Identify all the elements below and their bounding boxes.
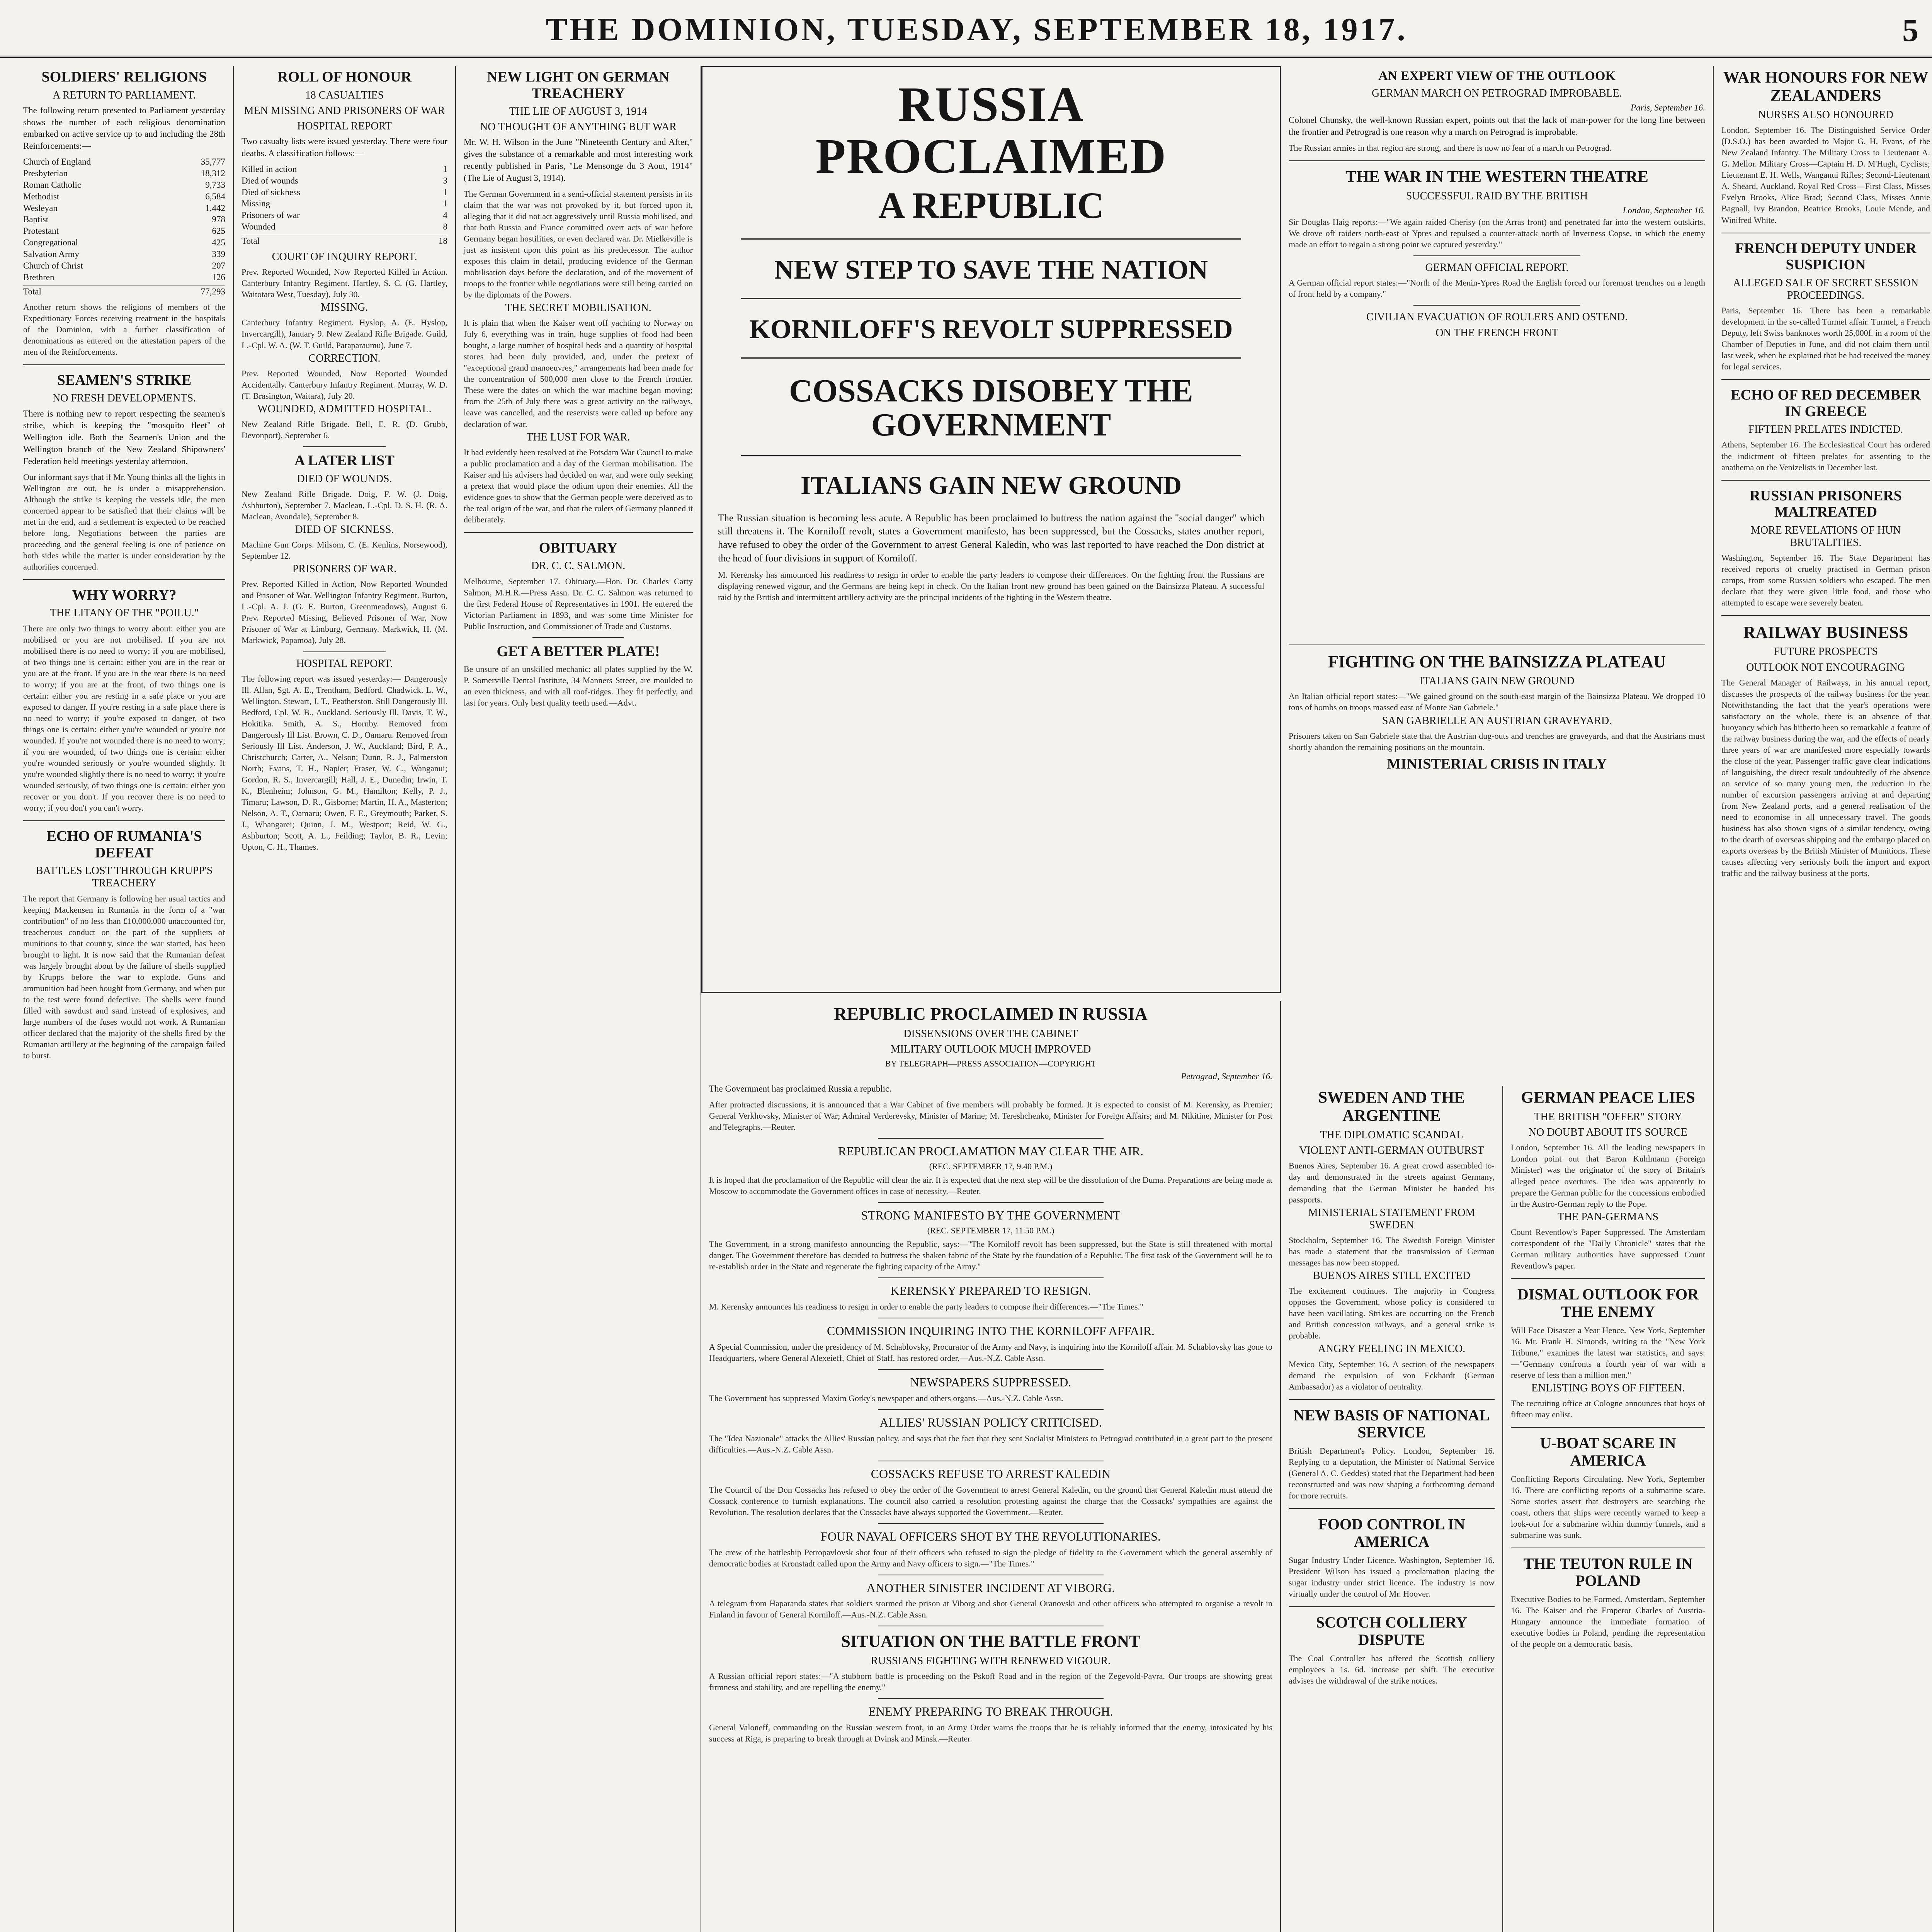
filler-text: Prev. Reported Wounded, Now Reported Wounded Accidentally. Canterbury Infantry Regiment. Murray, W. D. (T. Brasington, Waitara), July 20. [242,368,450,401]
filler-text: New Zealand Rifle Brigade. Doig, F. W. (J. Doig, Ashburton), September 7. Maclean, L.-Cpl. D. S. H. (R. A. Maclean, Avondale), September 8. [242,489,450,521]
subhead-return-parliament: A RETURN TO PARLIAMENT. [53,89,196,101]
column-6-lower [1281,1086,1503,1932]
casualty-summary-table [242,163,447,247]
filler-text: There are only two things to worry about: either you are mobilised or you are not mobilised. If you are not mobilised there is no need to worry; if you are mobilised, of two things one is certain: either you are in the rear or you are at the front. If you are in the rear there is no need to worry; if you are at the front, of two things one is certain: either you are resting in a safe place or you are exposed to danger. If you're resting in a safe place there is no need to worry; if you're exposed to danger, of two things one is certain: either you're wounded or you're not wounded. If you're not wounded there is no need to worry; if you are wounded, of two things one is certain: either you're wounded seriously or you're wounded slightly. If you're wounded slightly there is no need to worry; if you're wounded seriously, of two things one is certain: either you recover or you don't. If you recover there is no need to worry; if you don't you can't worry. [23,623,228,813]
filler-text: Prev. Reported Wounded, Now Reported Killed in Action. Canterbury Infantry Regiment. Hartley, S. C. (G. Hartley, Waitotara West, Tuesday), July 30. [242,267,450,299]
headline-russia-proclaimed: RUSSIA PROCLAIMED [815,77,1167,184]
column-rule [1289,160,1705,161]
dateline: London, September 16. [1622,206,1705,216]
religion-row: Salvation Army 339 [23,249,225,259]
religion-total-row: Total 77,293 [23,286,225,298]
subhead-wounded-admitted: WOUNDED, ADMITTED HOSPITAL. [257,403,432,415]
religion-row: Roman Catholic 9,733 [23,180,225,190]
headline-dismal-outlook: DISMAL OUTLOOK FOR THE ENEMY [1517,1285,1699,1320]
headline-national-service: NEW BASIS OF NATIONAL SERVICE [1293,1406,1490,1441]
column-rule [878,1202,1103,1203]
subhead-died-wounds: DIED OF WOUNDS. [297,473,392,485]
filler-text: Our informant says that if Mr. Young thinks all the lights in Wellington are out, he is under a misapprehension. Although the strike is keeping the vessels idle, the men concerned appear to be satisfied that their claims will be met in the end, and a settlement is expected to be reached before long. Negotiations between the parties are proceeding and the general feeling is one of patience on both sides while the matter is under consideration by the authorities concerned. [23,472,228,571]
filler-text: An Italian official report states:—"We gained ground on the south-east margin of the Bainsizza Plateau. We dropped 10 tons of bombs on troops massed east of Monte San Gabriele." [1289,691,1708,713]
filler-text: Will Face Disaster a Year Hence. New York, September 16. Mr. Frank H. Simonds, writing to the "New York Tribune," examines the latest war statistics, and says:—"Germany confronts a fourth year of war with a reserve of less than a million men." [1511,1325,1708,1380]
column-rule [878,1698,1103,1699]
headline-war-honours: WAR HONOURS FOR NEW ZEALANDERS [1723,69,1929,105]
casualty-row: Died of wounds 3 [242,175,447,185]
headline-rumania: ECHO OF RUMANIA'S DEFEAT [46,828,202,861]
subhead-march-petrograd: GERMAN MARCH ON PETROGRAD IMPROBABLE. [1372,87,1622,100]
religion-row: Wesleyan 1,442 [23,203,225,213]
filler-text: Athens, September 16. The Ecclesiastical Court has ordered the indictment of fifteen prelates for assenting to the anathema on the Venizelists in December last. [1721,440,1932,472]
headline-proclamation-clear-air: REPUBLICAN PROCLAMATION MAY CLEAR THE AIR. [838,1144,1143,1158]
filler-text: Stockholm, September 16. The Swedish Foreign Minister has made a statement that the transmission of German messages has now been stopped. [1289,1235,1497,1267]
subhead-dr-salmon: DR. C. C. SALMON. [531,560,626,572]
headline-kerensky-resign: KERENSKY PREPARED TO RESIGN. [890,1284,1091,1298]
column-rule [878,1138,1103,1139]
bainsizza-section [1281,638,1714,1086]
filler-text: Prev. Reported Killed in Action, Now Reported Wounded and Prisoner of War. Wellington Infantry Regiment. Burton, L.-Cpl. A. J. (G. E. Burton, Greenmeadows), August 6. Prev. Reported Missing, Believed Prisoner of War, Now Prisoner of War at Limburg, Germany. Markwick, H. (M. Markwick, Papamoa), July 28. [242,579,450,645]
filler-text: Sir Douglas Haig reports:—"We again raided Cherisy (on the Arras front) and penetrated far into the western outskirts. We drove off raiders north-east of Ypres and repulsed a counter-attack north of Inverness Copse, in which the enemy made an effort to regain a strong point we captured yesterday." [1289,217,1708,250]
subhead-italians-gain: ITALIANS GAIN NEW GROUND [1419,675,1575,687]
subhead-hospital-report-2: HOSPITAL REPORT. [296,657,393,670]
subhead-french-front: ON THE FRENCH FRONT [1435,327,1558,339]
column-rule [1413,305,1580,306]
headline-a-republic: A REPUBLIC [878,184,1104,226]
filler-text: Washington, September 16. The State Department has received reports of cruelty practised in German prison camps, from some Russian soldiers who escaped. The men declare that they were given little food, and those who attempted to escape were severely beaten. [1721,553,1932,608]
subhead-litany-poilu: THE LITANY OF THE "POILU." [49,607,199,619]
filler-text: A Special Commission, under the presidency of M. Schablovsky, Procurator of the Army and Navy, is inquiring into the Korniloff affair. M. Schablovsky has gone to Headquarters, where General Alexeieff, Chief of Staff, has restored order.—Aus.-N.Z. Cable Assn. [709,1342,1275,1363]
filler-text: The Government, in a strong manifesto announcing the Republic, says:—"The Korniloff revolt has been suppressed, but the State is still threatened with mortal danger. The Government therefore has decided to buttress the shaken fabric of the State by the foundation of a Republic. The first task of the Government will be to re-establish order in the State and regenerate the fighting capacity of the Army." [709,1239,1275,1272]
filler-text: British Department's Policy. London, September 16. Replying to a deputation, the Minister of National Service (General A. C. Geddes) stated that the Department had been reconstructed and was now shaping a forthcoming demand for more recruits. [1289,1446,1497,1501]
filler-text: The German Government in a semi-official statement persists in its claim that the war was not provoked by it, but forced upon it, alleging that it did not act aggressively until Russia mobilised, and that both Russia and France committed overt acts of war before Germany began hostilities, or even declared war. Dr. Mielkeville is just as insistent upon this point as his predecessor. The author exposes this claim in detail, producing evidence of the German mobilisation days before the declaration, and of the movement of troops to the frontier while negotiations were still being carried on by the diplomats of the Powers. [464,189,695,299]
box-rule [741,357,1241,359]
subhead-men-missing: MEN MISSING AND PRISONERS OF WAR [244,104,445,117]
headline-sweden-argentine: SWEDEN AND THE ARGENTINE [1318,1089,1465,1125]
column-rule [1289,1399,1495,1400]
subhead-prisoners: PRISONERS OF WAR. [292,563,397,575]
filler-text: The Russian armies in that region are strong, and there is now no fear of a march on Petrograd. [1289,143,1612,153]
filler-text: Sugar Industry Under Licence. Washington, September 16. President Wilson has issued a proclamation placing the sugar industry under strict licence. The industry is now virtually under the control of Mr. Hoover. [1289,1555,1497,1599]
page-number: 5 [1902,12,1918,48]
subhead-ministerial-statement: MINISTERIAL STATEMENT FROM SWEDEN [1308,1206,1475,1231]
casualty-row: Prisoners of war 4 [242,210,447,220]
column-rule [1721,379,1930,380]
casualty-row: Died of sickness 1 [242,187,447,197]
box-rule [741,298,1241,299]
religion-row: Congregational 425 [23,238,225,248]
subhead-pan-germans: THE PAN-GERMANS [1557,1211,1659,1223]
subhead-no-doubt: NO DOUBT ABOUT ITS SOURCE [1528,1126,1688,1139]
column-rule [23,579,225,580]
headline-enemy-preparing: ENEMY PREPARING TO BREAK THROUGH. [868,1704,1113,1718]
subhead-san-gabrielle: SAN GABRIELLE AN AUSTRIAN GRAVEYARD. [1382,714,1612,727]
religion-row: Brethren 126 [23,272,225,282]
filler-text: Mexico City, September 16. A section of the newspapers demand the expulsion of von Eckhardt (German Ambassador) as a violator of neutrality. [1289,1359,1497,1391]
filler-text: After protracted discussions, it is announced that a War Cabinet of five members will probably be formed. It is expected to consist of M. Kerensky, as Premier; General Verkhovsky, Minister of War; Admiral Verderevsky, Minister of Marine; M. Tereshchenko, Minister for Foreign Affairs; and M. Nikitine, Minister for Post and Telegraphs.—Reuter. [709,1100,1275,1132]
received-time: (REC. SEPTEMBER 17, 9.40 P.M.) [929,1161,1053,1171]
headline-scotch-colliery: SCOTCH COLLIERY DISPUTE [1316,1614,1467,1648]
expert-view-section [1281,66,1714,638]
headline-viborg-incident: ANOTHER SINISTER INCIDENT AT VIBORG. [866,1580,1115,1595]
headline-railway-business: RAILWAY BUSINESS [1743,623,1908,642]
filler-text: Executive Bodies to be Formed. Amsterdam, September 16. The Kaiser and the Emperor Charles of Austria-Hungary announce the immediate formation of executive bodies in Poland, pending the representation of the people on a democratic basis. [1511,1594,1708,1649]
casualty-row: Killed in action 1 [242,164,447,174]
column-7-lower [1503,1086,1714,1932]
subhead-enlisting-boys: ENLISTING BOYS OF FIFTEEN. [1531,1382,1685,1394]
filler-text: It is hoped that the proclamation of the Republic will clear the air. It is expected that the next step will be the dissolution of the Duma. Preparations are being made at Moscow to accommodate the Government offices in case of necessity.—Reuter. [709,1175,1275,1196]
filler-text: A Russian official report states:—"A stubborn battle is proceeding on the Pskoff Road and in the region of the Zegevold-Pavra. Our troops are showing great firmness and stability, and are repelling the enemy." [709,1671,1275,1692]
filler-text: The "Idea Nazionale" attacks the Allies' Russian policy, and says that the fact that they sent Socialist Ministers to Petrograd contributed in a great part to the present difficulties.—Aus.-N.Z. Cable Assn. [709,1433,1275,1454]
filler-text: It had evidently been resolved at the Potsdam War Council to make a public proclamation and a day of the German mobilisation. The Kaiser and his advisers had decided on war, and were only seeking a pretext that would place the odium upon their enemies. All the evidence goes to show that the German people were deceived as to the real origin of the war, and that the rulers of Germany planned it deliberately. [464,447,695,524]
subhead-hospital-report: HOSPITAL REPORT [297,120,392,132]
headline-allies-policy: ALLIES' RUSSIAN POLICY CRITICISED. [879,1415,1102,1429]
filler-text: M. Kerensky has announced his readiness to resign in order to enable the party leaders to compose their differences. On the fighting front the Russians are displaying renewed vigour, and the Germans are being kept in check. On the Italian front new ground has been gained on the Bainsizza Plateau. A successful raid by the British and intermittent artillery activity are the principal incidents of the fighting in the Western theatre. [718,570,1267,602]
filler-text: Be unsure of an unskilled mechanic; all plates supplied by the W. P. Somerville Dental Institute, 34 Manners Street, are moulded to an even thickness, and with all roof-ridges. They fit perfectly, and last for years. Only best quality teeth used.—Advt. [464,664,695,708]
headline-seamens-strike: SEAMEN'S STRIKE [57,372,192,388]
column-rule [1289,1508,1495,1509]
column-rule [23,364,225,365]
subhead-lie-august: THE LIE OF AUGUST 3, 1914 [509,105,648,118]
article-religions-intro: The following return presented to Parliament yesterday shows the number of each religious denomination embarked on active service up to and including the 28th Reinforcements:— [23,105,225,151]
column-8 [1714,66,1932,1932]
subhead-nurses-honoured: NURSES ALSO HONOURED [1758,109,1894,121]
subhead-lust-for-war: THE LUST FOR WAR. [526,431,630,443]
filler-text: A telegram from Haparanda states that soldiers stormed the prison at Viborg and shot General Oranovski and other officers who attempted to organise a revolt in Finland in favour of General Korniloff.—Aus.-N.Z. Cable Assn. [709,1599,1275,1620]
subhead-secret-mobilisation: THE SECRET MOBILISATION. [505,302,651,314]
subhead-dissensions: DISSENSIONS OVER THE CABINET [903,1027,1078,1040]
column-rule [1721,480,1930,481]
religion-row: Baptist 978 [23,214,225,224]
box-rule [741,455,1241,456]
headline-new-step: NEW STEP TO SAVE THE NATION [774,255,1208,285]
religion-row: Presbyterian 18,312 [23,168,225,178]
page-columns [15,66,1932,1932]
column-rule [1511,1427,1705,1428]
column-rule [878,1523,1103,1524]
subhead-hun-brutalities: MORE REVELATIONS OF HUN BRUTALITIES. [1750,524,1901,549]
column-3 [456,66,701,1932]
subhead-russians-fighting: RUSSIANS FIGHTING WITH RENEWED VIGOUR. [871,1655,1111,1667]
headline-expert-view: AN EXPERT VIEW OF THE OUTLOOK [1378,69,1616,83]
headline-battle-front: SITUATION ON THE BATTLE FRONT [841,1632,1141,1651]
filler-text: Another return shows the religions of members of the Expeditionary Forces receiving treatment in the hospitals of the Dominion, with a further classification of denominations as entered on the attestation papers of the men of the Reinforcements. [23,302,228,357]
headline-food-control: FOOD CONTROL IN AMERICA [1318,1515,1465,1551]
subhead-fifteen-prelates: FIFTEEN PRELATES INDICTED. [1748,423,1903,436]
subhead-court-inquiry: COURT OF INQUIRY REPORT. [272,250,417,263]
headline-strong-manifesto: STRONG MANIFESTO BY THE GOVERNMENT [861,1208,1121,1223]
column-rule [1721,615,1930,616]
religion-row: Methodist 6,584 [23,191,225,201]
column-2 [234,66,456,1932]
filler-text: New Zealand Rifle Brigade. Bell, E. R. (D. Grubb, Devonport), September 6. [242,419,450,440]
subhead-missing: MISSING. [321,301,368,314]
filler-text: Prisoners taken on San Gabriele state that the Austrian dug-outs and trenches are graveyards, and that the Austrians must shortly abandon the remaining positions on the mountain. [1289,731,1708,752]
column-rule [1511,1278,1705,1279]
republic-story [701,1001,1281,1932]
filler-text: The report that Germany is following her usual tactics and keeping Mackensen in Rumania in the form of a "war contribution" of no less than £10,000,000 unaccounted for, treacherous conduct on the part of the suppliers of munitions to that country, since the war started, has been brought to light. It is now said that the Rumanian defeat was largely brought about by the failure of shells supplied by Krupps before the war to explode. Guns and ammunition had been bought from Germany, and when put to the test were found defective. The shells were found filled with sawdust and sand instead of explosives, and large numbers of the fuses would not work. A Rumanian officer declared that the majority of the shells fired by the Rumanian artillery at the beginning of the campaign failed to burst. [23,893,228,1061]
headline-obituary: OBITUARY [539,539,618,556]
article-lead-summary: The Russian situation is becoming less acute. A Republic has been proclaimed to buttress the nation against the "social danger" which still threatens it. The Korniloff revolt, states a Government manifesto, has been suppressed, but the Cossacks, states another report, have refused to obey the order of the Government to arrest General Kaledin, who was last reported to have reached the Don district at the head of four divisions in support of Korniloff. [718,512,1264,564]
column-rule [23,820,225,821]
subhead-diplomatic-scandal: THE DIPLOMATIC SCANDAL [1320,1129,1463,1141]
column-rule [878,1369,1103,1370]
filler-text: It is plain that when the Kaiser went off yachting to Norway on July 6, everything was in train, huge supplies of food had been bought, a large number of hospital beds and a quantity of hospital stores had been duly provided, and, under the pretext of "exceptional grand manoeuvres," arrangements had been made for the concentration of 500,000 men close to the French frontier. These were the dates on which the war machine began moving; from the 25th of July there was a great activity on the railways, leave was cancelled, and the reservists were called up before any declaration of war. [464,318,695,429]
subhead-krupp: BATTLES LOST THROUGH KRUPP'S TREACHERY [36,865,213,889]
headline-roll-of-honour: ROLL OF HONOUR [277,69,412,85]
article-republic: The Government has proclaimed Russia a republic. [709,1084,891,1094]
column-rule [878,1277,1103,1278]
column-rule [464,532,693,533]
filler-text: Machine Gun Corps. Milsom, C. (E. Kenlins, Norsewood), September 12. [242,540,450,561]
headline-ministerial-crisis: MINISTERIAL CRISIS IN ITALY [1387,755,1607,772]
filler-text: Buenos Aires, September 16. A great crowd assembled to-day and demonstrated in the streets against Germany, demanding that the German Minister be handed his passports. [1289,1161,1497,1204]
subhead-roulers-ostend: CIVILIAN EVACUATION OF ROULERS AND OSTEND. [1366,311,1628,323]
headline-german-peace-lies: GERMAN PEACE LIES [1521,1089,1695,1107]
column-rule [878,1409,1103,1410]
subhead-outlook-not-encouraging: OUTLOOK NOT ENCOURAGING [1746,661,1905,673]
headline-republic-proclaimed: REPUBLIC PROCLAIMED IN RUSSIA [834,1004,1148,1024]
article-treachery-intro: Mr. W. H. Wilson in the June "Nineteenth Century and After," gives the substance of a remarkable and most interesting work recently published in Paris, "Le Mensonge du 3 Aout, 1914" (The Lie of August 3, 1914). [464,137,693,183]
subhead-mexico: ANGRY FEELING IN MEXICO. [1318,1343,1466,1355]
casualty-row: Missing 1 [242,199,447,209]
filler-text: Conflicting Reports Circulating. New York, September 16. There are conflicting reports of a submarine scare. Some stories assert that destroyers are searching the coast, others that ships were recently warned to keep a look-out for a submarine within dummy funnels, and a submarine was sunk. [1511,1474,1708,1540]
headline-italians-gain: ITALIANS GAIN NEW GROUND [801,471,1182,500]
headline-german-treachery: NEW LIGHT ON GERMAN TREACHERY [487,69,670,102]
religion-row: Church of England 35,777 [23,156,225,167]
dateline: Petrograd, September 16. [1181,1071,1272,1082]
byline-press-association: BY TELEGRAPH—PRESS ASSOCIATION—COPYRIGHT [885,1058,1097,1068]
headline-cossacks-refuse: COSSACKS REFUSE TO ARREST KALEDIN [871,1466,1111,1481]
filler-text: Paris, September 16. There has been a remarkable development in the so-called Turmel affair. Turmel, a French Deputy, left Swiss banknotes worth 25,000f. in a room of the Chamber of Deputies in June, and did not claim them until last week, when he explained that he had received the money for legal services. [1721,306,1932,372]
column-rule [532,637,624,638]
box-rule [741,238,1241,240]
article-casualty-intro: Two casualty lists were issued yesterday. There were four deaths. A classification follows:— [242,136,447,158]
headline-commission-inquiring: COMMISSION INQUIRING INTO THE KORNILOFF AFFAIR. [827,1324,1155,1338]
headline-newspapers-suppressed: NEWSPAPERS SUPPRESSED. [910,1375,1071,1389]
column-rule [1413,255,1580,256]
article-seamens-strike: There is nothing new to report respecting the seamen's strike, which is keeping the "mosquito fleet" of Wellington idle. Both the Seamen's Union and the Wellington branch of the New Zealand Shipowners' Federation held meetings yesterday afternoon. [23,408,225,466]
headline-uboat-scare: U-BOAT SCARE IN AMERICA [1540,1434,1676,1469]
subhead-no-thought: NO THOUGHT OF ANYTHING BUT WAR [480,121,677,133]
headline-better-plate: GET A BETTER PLATE! [497,643,660,660]
subhead-secret-session: ALLEGED SALE OF SECRET SESSION PROCEEDINGS. [1733,277,1919,301]
filler-text: M. Kerensky announces his readiness to resign in order to enable the party leaders to compose their differences.—"The Times." [709,1302,1143,1312]
article-expert-view: Colonel Chunsky, the well-known Russian expert, points out that the lack of man-power for the long line between the frontier and Petrograd is one reason why a march on Petrograd is improbable. [1289,115,1705,137]
filler-text: A German official report states:—"North of the Menin-Ypres Road the English forced our foremost trenches on a length of front held by a company." [1289,278,1708,299]
filler-text: The Government has suppressed Maxim Gorky's newspaper and others organs.—Aus.-N.Z. Cable Assn. [709,1393,1063,1403]
headline-war-western: THE WAR IN THE WESTERN THEATRE [1345,168,1648,186]
religions-table [23,156,225,298]
headline-korniloff-revolt: KORNILOFF'S REVOLT SUPPRESSED [749,314,1233,344]
subhead-18-casualties: 18 CASUALTIES [305,89,384,101]
column-1 [15,66,234,1932]
headline-later-list: A LATER LIST [294,452,395,469]
filler-text: The Council of the Don Cossacks has refused to obey the order of the Government to arrest General Kaledin, on the ground that General Kaledin must attend the Cossack conference to furnish explanations. The council also carried a resolution protesting against the charge that the Cossacks' sympathies are against the Revolution. The resolution declares that the Cossacks have always supported the Government.—Reuter. [709,1485,1275,1517]
headline-french-deputy: FRENCH DEPUTY UNDER SUSPICION [1735,240,1917,273]
filler-text: General Valoneff, commanding on the Russian western front, in an Army Order warns the troops that he is reliably informed that the enemy, intoxicated by his success at Riga, is preparing to break through at Dvinsk and Minsk.—Reuter. [709,1722,1275,1743]
filler-text: Canterbury Infantry Regiment. Hyslop, A. (E. Hyslop, Invercargill), January 9. New Zealand Rifle Brigade. Guild, L.-Cpl. W. A. (W. T. Guild, Paraparaumu), June 7. [242,318,450,350]
headline-naval-officers-shot: FOUR NAVAL OFFICERS SHOT BY THE REVOLUTIONARIES. [821,1529,1161,1543]
casualty-row: Wounded 8 [242,222,447,232]
headline-soldiers-religions: SOLDIERS' RELIGIONS [41,69,207,85]
subhead-successful-raid: SUCCESSFUL RAID BY THE BRITISH [1406,190,1588,202]
filler-text: The following report was issued yesterday:— Dangerously Ill. Allan, Sgt. A. E., Trentham, Bedford. Chadwick, L. W., Wellington. Stewart, J. T., Featherston. Still Dangerously Ill. Bedford, Cpl. W. B., Auckland. Seriously Ill. Davis, T. W., Hokitika. Smith, A. S., Hornby. Removed from Dangerously Ill List. Brown, C. D., Oamaru. Removed from Seriously Ill List. Anderson, J. W., Auckland; Bird, P. A., Christchurch; Carter, A., Nelson; Dunn, R. J., Palmerston North; Evans, T. H., Napier; Fraser, W. C., Wanganui; Gordon, R. S., Invercargill; Hall, J. E., Dunedin; Irwin, T. K., Blenheim; Johnson, G. M., Hamilton; Kelly, P. J., Timaru; Lawson, D. R., Gisborne; Martin, H. A., Masterton; Nelson, A. T., Oamaru; Owen, F. E., Greymouth; Parker, S. J., Whangarei; Quinn, J. M., Westport; Reid, W. G., Ashburton; Scott, A. L., Feilding; Taylor, B. R., Levin; Upton, C. H., Thames. [242,673,450,852]
subhead-buenos-aires: BUENOS AIRES STILL EXCITED [1313,1270,1471,1282]
subhead-anti-german: VIOLENT ANTI-GERMAN OUTBURST [1299,1145,1484,1157]
religion-row: Church of Christ 207 [23,261,225,270]
dateline: Paris, September 16. [1631,103,1705,113]
headline-cossacks-disobey: COSSACKS DISOBEY THE GOVERNMENT [789,372,1193,443]
column-rule [303,446,386,447]
subhead-british-offer: THE BRITISH "OFFER" STORY [1534,1111,1682,1123]
lead-story-box [701,66,1281,993]
filler-text: Count Reventlow's Paper Suppressed. The Amsterdam correspondent of the "Daily Chronicle" states that the German military authorities have suppressed Count Reventlow's paper. [1511,1227,1708,1270]
masthead [0,0,1932,58]
newspaper-title: THE DOMINION, TUESDAY, SEPTEMBER 18, 1917. [546,12,1408,48]
religion-row: Protestant 625 [23,226,225,236]
headline-russian-prisoners: RUSSIAN PRISONERS MALTREATED [1750,487,1902,520]
subhead-correction: CORRECTION. [308,352,381,364]
subhead-died-sickness: DIED OF SICKNESS. [295,523,394,536]
subhead-german-official: GERMAN OFFICIAL REPORT. [1425,262,1569,274]
column-rule [1289,1606,1495,1607]
subhead-future-prospects: FUTURE PROSPECTS [1774,646,1878,658]
received-time: (REC. SEPTEMBER 17, 11.50 P.M.) [927,1226,1054,1236]
headline-teuton-rule: THE TEUTON RULE IN POLAND [1523,1554,1693,1590]
headline-bainsizza: FIGHTING ON THE BAINSIZZA PLATEAU [1328,652,1666,671]
filler-text: The excitement continues. The majority in Congress opposes the Government, whose policy is considered to have been vacillating. Strikes are occurring on the French and British concession railways, and a general strike is probable. [1289,1286,1497,1341]
filler-text: The Coal Controller has offered the Scottish colliery employees a 1s. 6d. increase per shift. The executive advises the withdrawal of the strike notices. [1289,1653,1497,1685]
headline-red-december: ECHO OF RED DECEMBER IN GREECE [1731,387,1921,420]
filler-text: Melbourne, September 17. Obituary.—Hon. Dr. Charles Carty Salmon, M.H.R.—Press Assn. Dr. C. C. Salmon was returned to the first Federal House of Representatives in 1901. He entered the Victorian Parliament in 1893, and was some time Minister for Public Instruction, and Commissioner of Trade and Customs. [464,576,695,631]
subhead-no-fresh: NO FRESH DEVELOPMENTS. [52,392,196,405]
casualty-total-row: Total 18 [242,235,447,247]
filler-text: The recruiting office at Cologne announces that boys of fifteen may enlist. [1511,1398,1708,1419]
filler-text: London, September 16. All the leading newspapers in London point out that Baron Kuhlmann (Foreign Minister) was the originator of the story of Britain's alleged peace overtures. The idea was apparently to prepare the German public for the concessions embodied in the Austro-German reply to the Pope. [1511,1143,1708,1209]
filler-text: The General Manager of Railways, in his annual report, discusses the prospects of the railway business for the year. Notwithstanding the fact that the year's operations were satisfactory on the whole, there is an absence of that buoyancy which has hitherto been so remarkable a feature of the railway business during the war, and the effects of nearly three years of war are manifested more especially towards the close of the year. Passenger traffic gave clear indications of languishing, the direct result undoubtedly of the absence on service of so many young men, the reduction in the number of excursion passengers arriving at and departing from New Zealand ports, and a general realisation of the need to economise in all unnecessary travel. The goods business has also shown signs of a similar tendency, owing to the dearth of overseas shipping and the embargo placed on exports overseas by the British Minister of Munitions. These causes affecting very seriously both the import and export traffic and the railway business at the ports. [1721,677,1932,878]
column-rule [303,651,386,652]
filler-text: The crew of the battleship Petropavlovsk shot four of their officers who refused to sign the pledge of fidelity to the Government which the general assembly of democratic bodies at Kronstadt called upon the Army and Navy officers to sign.—"The Times." [709,1547,1275,1568]
headline-why-worry: WHY WORRY? [72,587,177,603]
filler-text: London, September 16. The Distinguished Service Order (D.S.O.) has been awarded to Major G. H. Evans, of the New Zealand Infantry. The Military Cross to Lieutenant A. G. Mellor. Military Cross—Captain H. D. M'Hugh, Cyclists; Lieutenant E. H. Wells, Wanganui Rifles; Second-Lieutenant A. Sheard, Auckland. Royal Red Cross—First Class, Misses Evelyn Brooks, Alice Brad; Second Class, Misses Annie Bagnall, Ivy Brandon, Beatrice Brooks, Louie Mende, and Winifred White. [1721,125,1932,225]
subhead-military-outlook: MILITARY OUTLOOK MUCH IMPROVED [890,1043,1091,1055]
